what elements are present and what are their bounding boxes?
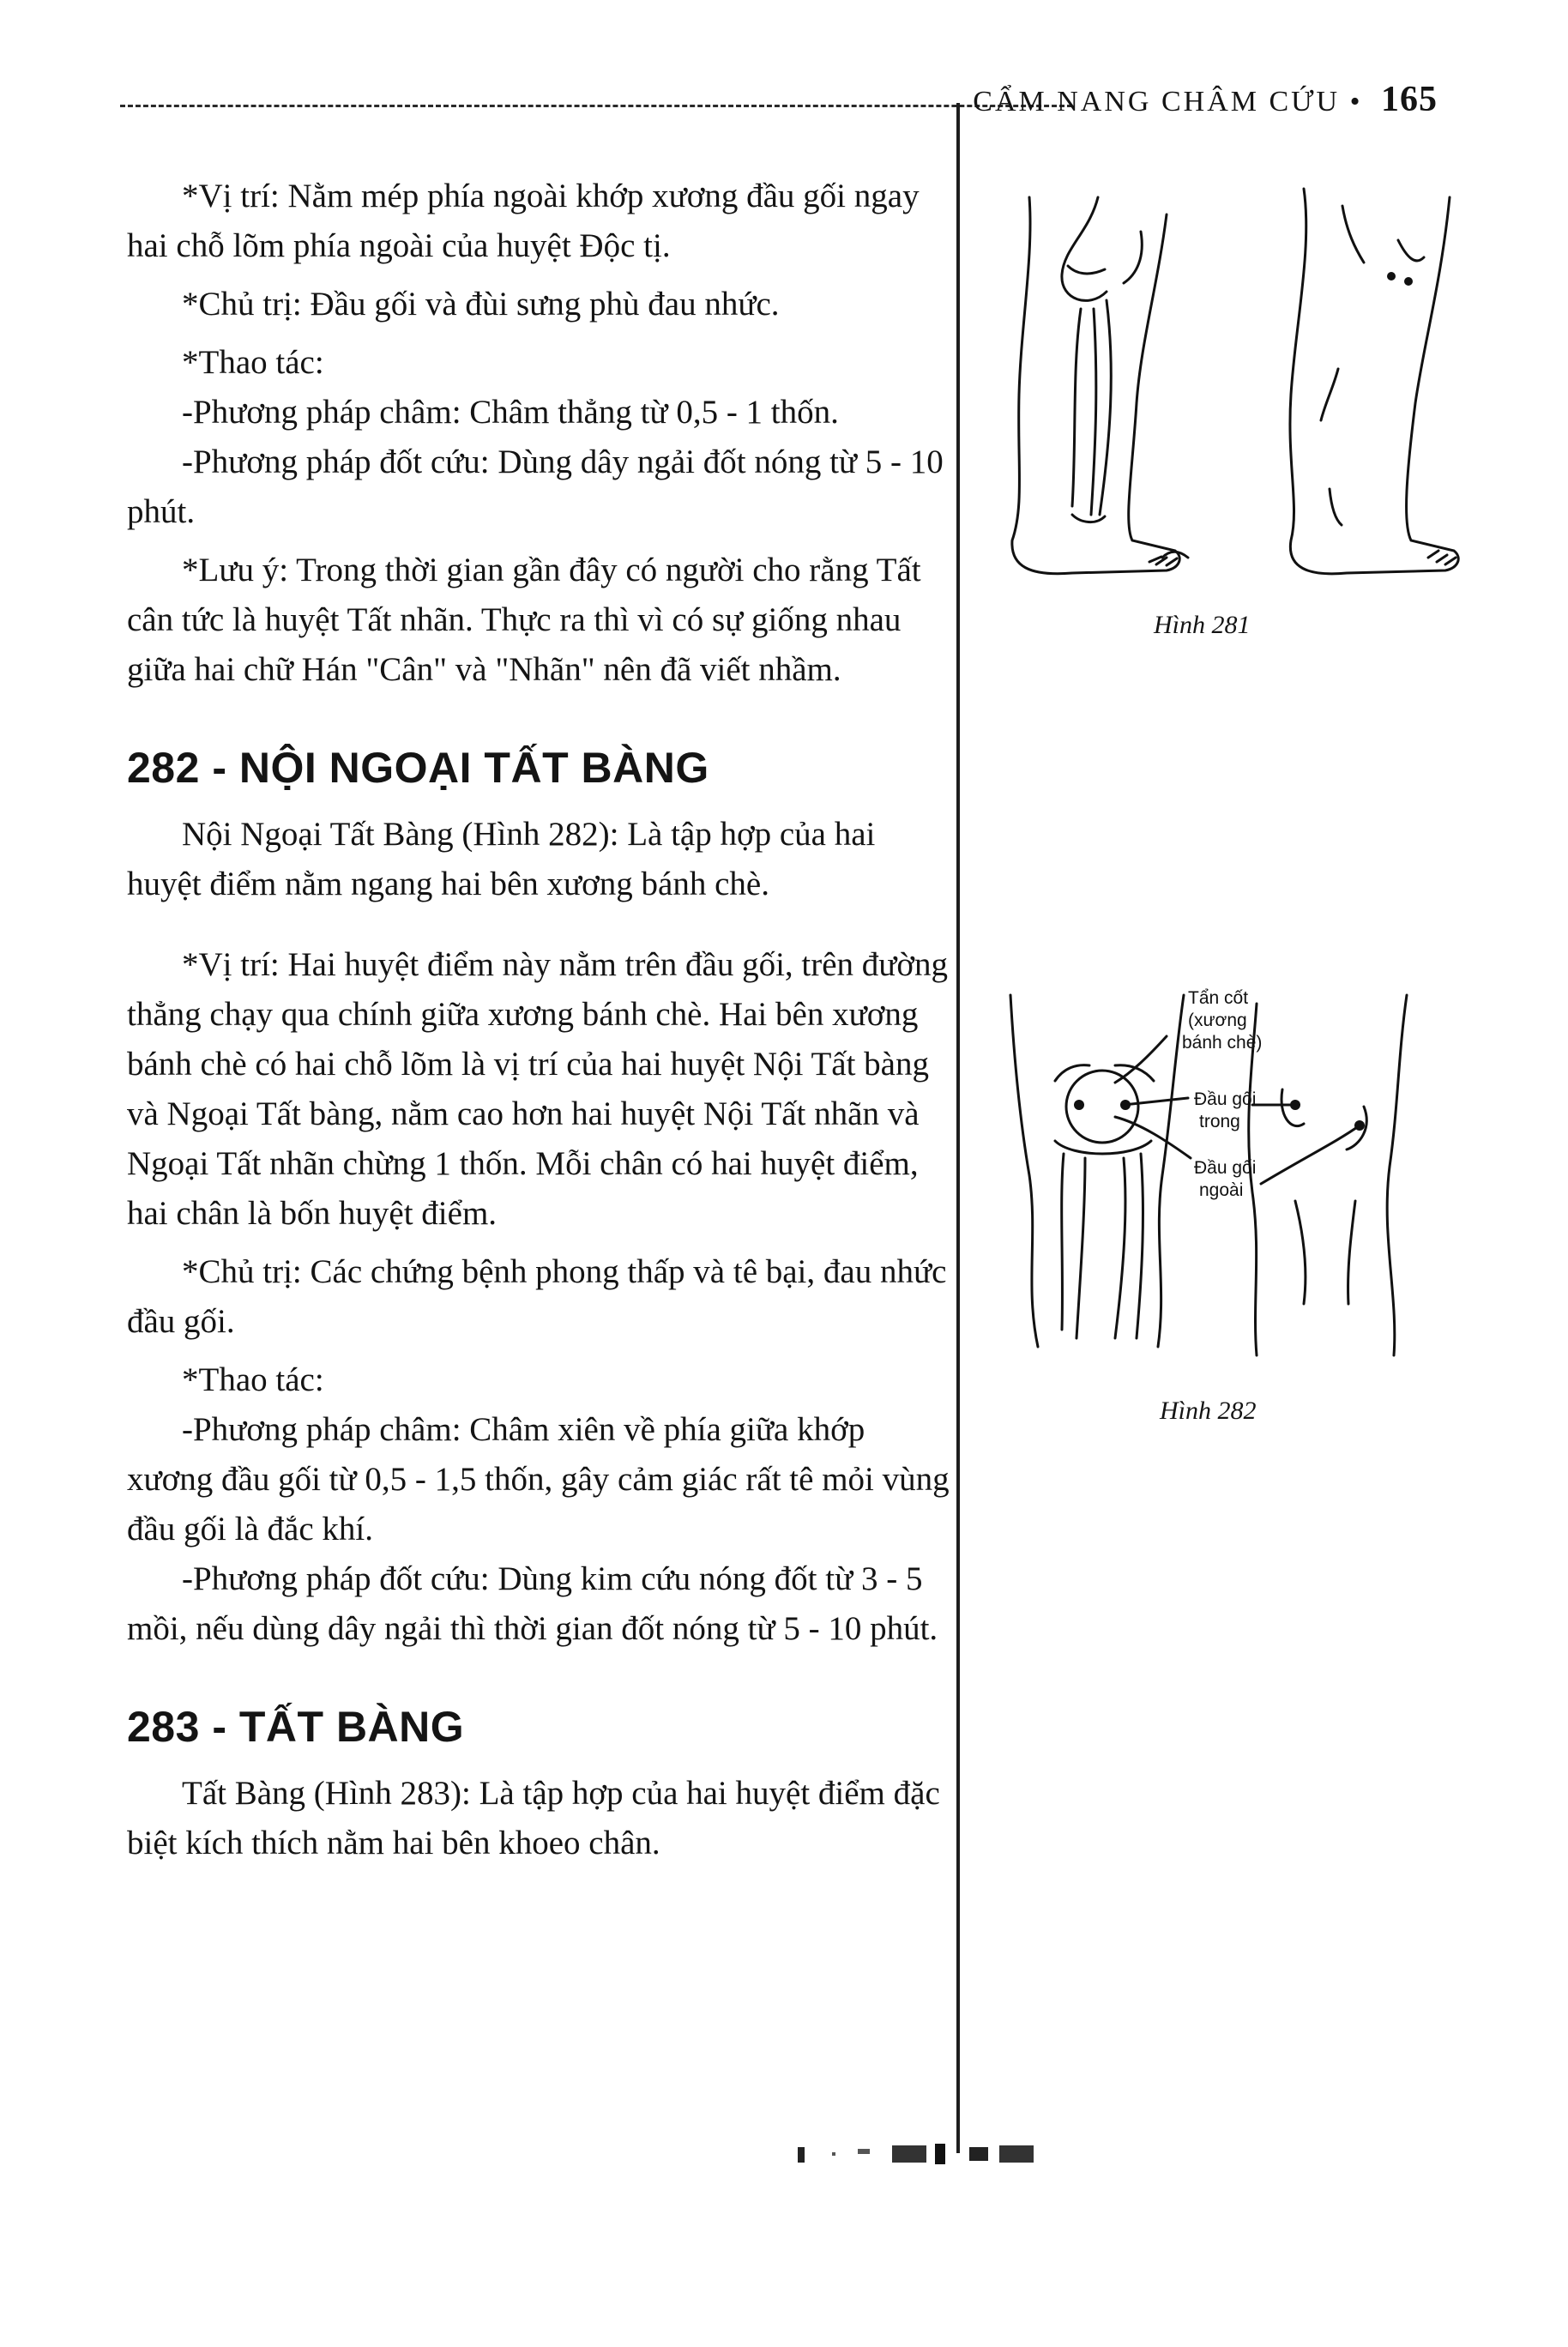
main-text-column [127,172,950,1868]
section-heading-282: 282 - NỘI NGOẠI TẤT BÀNG [127,744,709,792]
column-divider [956,103,960,2153]
figure-281-caption: Hình 281 [1154,611,1251,639]
luu-y-paragraph: *Lưu ý: Trong thời gian gần đây có người cho rằng Tất cân tức là huyệt Tất nhãn. Thực ra thì vì có sự giống nhau giữa hai chữ Hán "Cân" và "Nhãn" nên đã viết nhầm. [127,552,921,688]
cham-paragraph: -Phương pháp châm: Châm thẳng từ 0,5 - 1 thốn. [182,394,839,431]
label-dau-goi-ngoai-2: ngoài [1199,1180,1244,1200]
figure-281-legs [995,180,1475,583]
thao-tac-label: *Thao tác: [182,344,324,381]
cham-282: -Phương pháp châm: Châm xiên về phía giữa khớp xương đầu gối từ 0,5 - 1,5 thốn, gây cảm giác rất tê mỏi vùng đầu gối là đắc khí. [127,1411,950,1548]
label-dau-goi-trong-2: trong [1199,1112,1240,1131]
figure-282-knees [995,978,1424,1364]
figure-282-caption: Hình 282 [1160,1397,1257,1425]
running-header [973,79,1438,120]
dot-cuu-paragraph: -Phương pháp đốt cứu: Dùng dây ngải đốt nóng từ 5 - 10 phút. [127,443,944,530]
header-rule [120,105,1072,107]
label-tan-cot-2: (xương [1188,1011,1247,1030]
label-dau-goi-ngoai-1: Đầu gối [1194,1158,1257,1178]
label-tan-cot-1: Tẩn cốt [1188,988,1249,1008]
scan-artifact [798,2140,1098,2166]
intro-282: Nội Ngoại Tất Bàng (Hình 282): Là tập hợp của hai huyệt điểm nằm ngang hai bên xương bánh chè. [127,816,876,902]
dot-cuu-282: -Phương pháp đốt cứu: Dùng kim cứu nóng đốt từ 3 - 5 mồi, nếu dùng dây ngải thì thời gian đốt nóng từ 5 - 10 phút. [127,1560,938,1647]
page-number: 165 [1381,80,1438,119]
chu-tri-paragraph: *Chủ trị: Đầu gối và đùi sưng phù đau nhức. [182,286,780,323]
chu-tri-282: *Chủ trị: Các chứng bệnh phong thấp và tê bại, đau nhức đầu gối. [127,1253,947,1340]
vi-tri-paragraph: *Vị trí: Nằm mép phía ngoài khớp xương đầu gối ngay hai chỗ lõm phía ngoài của huyệt Độc tị. [127,178,920,264]
intro-283: Tất Bàng (Hình 283): Là tập hợp của hai huyệt điểm đặc biệt kích thích nằm hai bên khoeo chân. [127,1775,940,1861]
label-tan-cot-3: bánh chè) [1182,1033,1263,1053]
book-title: CẨM NANG CHÂM CỨU [973,86,1341,118]
header-bullet: • [1349,86,1363,118]
thao-tac-282: *Thao tác: [182,1361,324,1398]
vi-tri-282: *Vị trí: Hai huyệt điểm này nằm trên đầu gối, trên đường thẳng chạy qua chính giữa xương bánh chè. Hai bên xương bánh chè có hai chỗ lõm là vị trí của hai huyệt Nội Tất bàng và Ngoại Tất bàng, nằm cao hơn hai huyệt Nội Tất nhãn và Ngoại Tất nhãn chừng 1 thốn. Mỗi chân có hai huyệt điểm, hai chân là bốn huyệt điểm. [127,946,949,1232]
label-dau-goi-trong-1: Đầu gối [1194,1089,1257,1109]
section-heading-283: 283 - TẤT BÀNG [127,1703,465,1751]
